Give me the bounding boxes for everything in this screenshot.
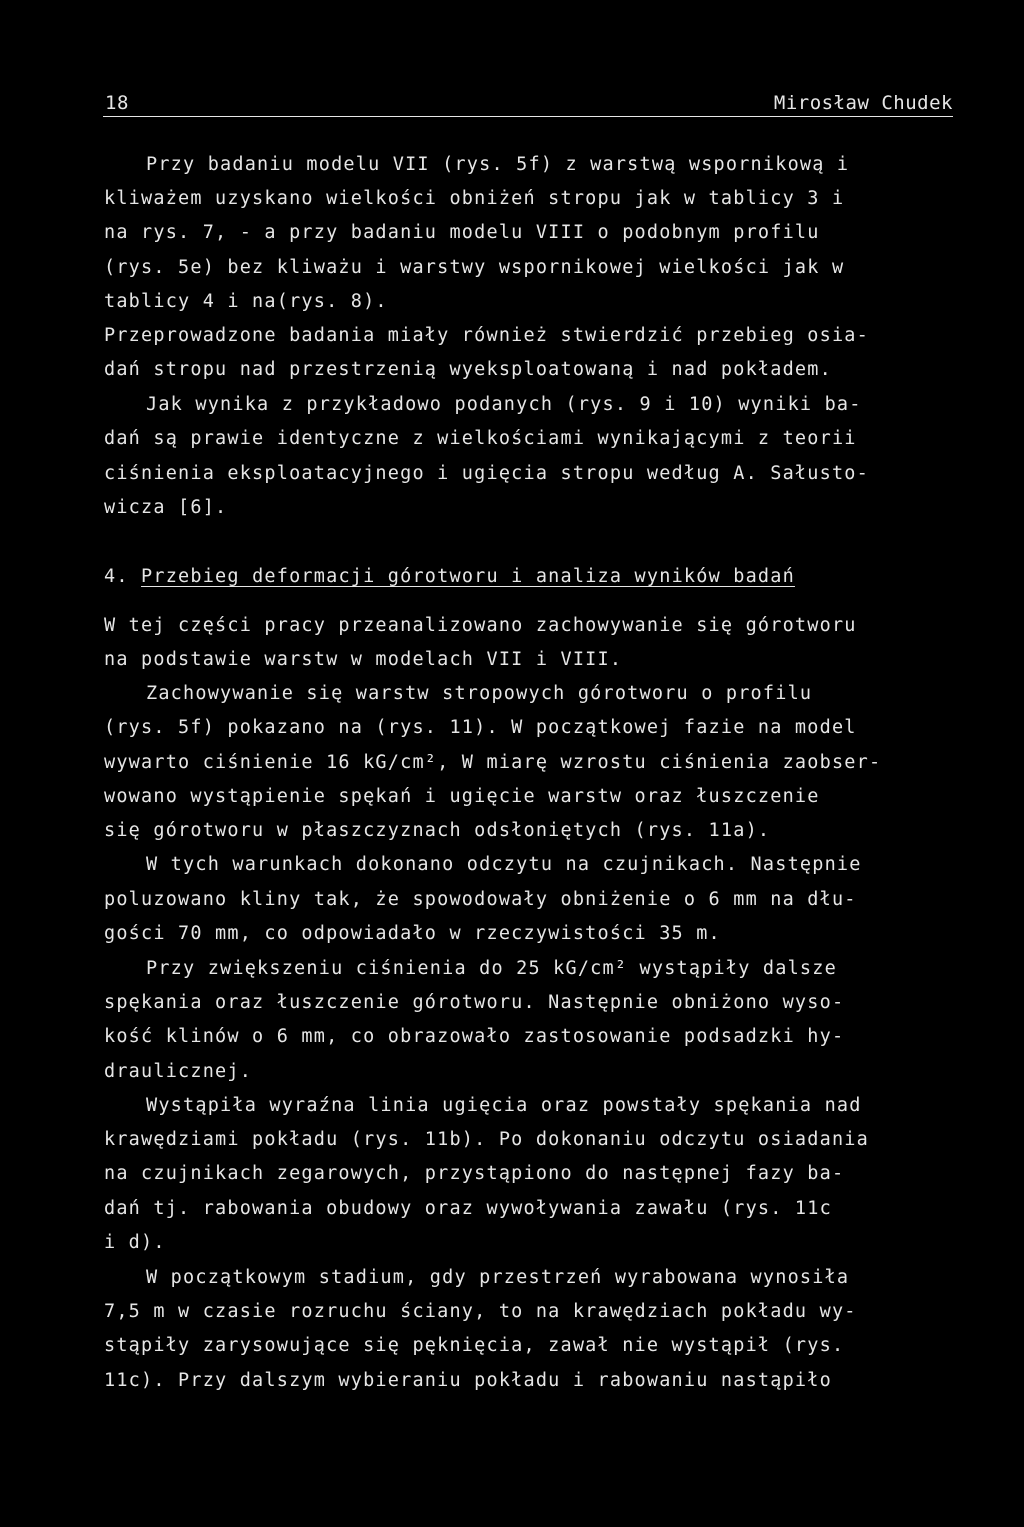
text-line: na czujnikach zegarowych, przystąpiono do następnej fazy ba- bbox=[104, 1163, 845, 1184]
text-line: (rys. 5e) bez kliważu i warstwy wspornikowej wielkości jak w bbox=[104, 257, 845, 278]
text-line: 7,5 m w czasie rozruchu ściany, to na krawędziach pokładu wy- bbox=[104, 1301, 857, 1322]
text-line: (rys. 5f) pokazano na (rys. 11). W początkowej fazie na model bbox=[104, 717, 857, 738]
text-line: Przy badaniu modelu VII (rys. 5f) z warstwą wspornikową i bbox=[146, 154, 850, 175]
text-line: poluzowano kliny tak, że spowodowały obniżenie o 6 mm na dłu- bbox=[104, 889, 857, 910]
text-line: dań stropu nad przestrzenią wyeksploatowaną i nad pokładem. bbox=[104, 359, 832, 380]
running-head-author: Mirosław Chudek bbox=[773, 92, 953, 114]
text-line: i d). bbox=[104, 1232, 166, 1253]
text-line: Wystąpiła wyraźna linia ugięcia oraz powstały spękania nad bbox=[146, 1095, 862, 1116]
text-line: na podstawie warstw w modelach VII i VIII. bbox=[104, 649, 623, 670]
text-line: Przeprowadzone badania miały również stwierdzić przebieg osia- bbox=[104, 325, 869, 346]
text-line: kliważem uzyskano wielkości obniżeń stropu jak w tablicy 3 i bbox=[104, 188, 845, 209]
text-line: dań są prawie identyczne z wielkościami wynikającymi z teorii bbox=[104, 428, 857, 449]
text-line: 11c). Przy dalszym wybieraniu pokładu i rabowaniu nastąpiło bbox=[104, 1370, 832, 1391]
text-line: Zachowywanie się warstw stropowych górotworu o profilu bbox=[146, 683, 813, 704]
text-line: ciśnienia eksploatacyjnego i ugięcia stropu według A. Sałusto- bbox=[104, 463, 869, 484]
text-line: wowano wystąpienie spękań i ugięcie warstw oraz łuszczenie bbox=[104, 786, 820, 807]
section-number: 4. bbox=[104, 566, 129, 587]
text-line: wicza [6]. bbox=[104, 497, 228, 518]
text-line: W tych warunkach dokonano odczytu na czujnikach. Następnie bbox=[146, 854, 862, 875]
text-line: W tej części pracy przeanalizowano zachowywanie się górotworu bbox=[104, 615, 857, 636]
text-line: krawędziami pokładu (rys. 11b). Po dokonaniu odczytu osiadania bbox=[104, 1129, 869, 1150]
section-heading bbox=[104, 566, 795, 587]
text-line: Przy zwiększeniu ciśnienia do 25 kG/cm² wystąpiły dalsze bbox=[146, 958, 837, 979]
text-line: się górotworu w płaszczyznach odsłoniętych (rys. 11a). bbox=[104, 820, 771, 841]
text-line: dań tj. rabowania obudowy oraz wywoływania zawału (rys. 11c bbox=[104, 1198, 832, 1219]
page-number: 18 bbox=[105, 92, 129, 114]
section-title: Przebieg deformacji górotworu i analiza wyników badań bbox=[141, 566, 795, 587]
text-line: stąpiły zarysowujące się pęknięcia, zawał nie wystąpił (rys. bbox=[104, 1335, 845, 1356]
text-line: Jak wynika z przykładowo podanych (rys. 9 i 10) wyniki ba- bbox=[146, 394, 862, 415]
text-line: W początkowym stadium, gdy przestrzeń wyrabowana wynosiła bbox=[146, 1267, 850, 1288]
text-line: wywarto ciśnienie 16 kG/cm², W miarę wzrostu ciśnienia zaobser- bbox=[104, 752, 882, 773]
page-header bbox=[103, 88, 953, 117]
text-line: na rys. 7, - a przy badaniu modelu VIII o podobnym profilu bbox=[104, 222, 820, 243]
text-line: spękania oraz łuszczenie górotworu. Następnie obniżono wyso- bbox=[104, 992, 845, 1013]
text-line: gości 70 mm, co odpowiadało w rzeczywistości 35 m. bbox=[104, 923, 721, 944]
text-line: kość klinów o 6 mm, co obrazowało zastosowanie podsadzki hy- bbox=[104, 1026, 845, 1047]
text-line: tablicy 4 i na(rys. 8). bbox=[104, 291, 388, 312]
text-line: draulicznej. bbox=[104, 1061, 253, 1082]
